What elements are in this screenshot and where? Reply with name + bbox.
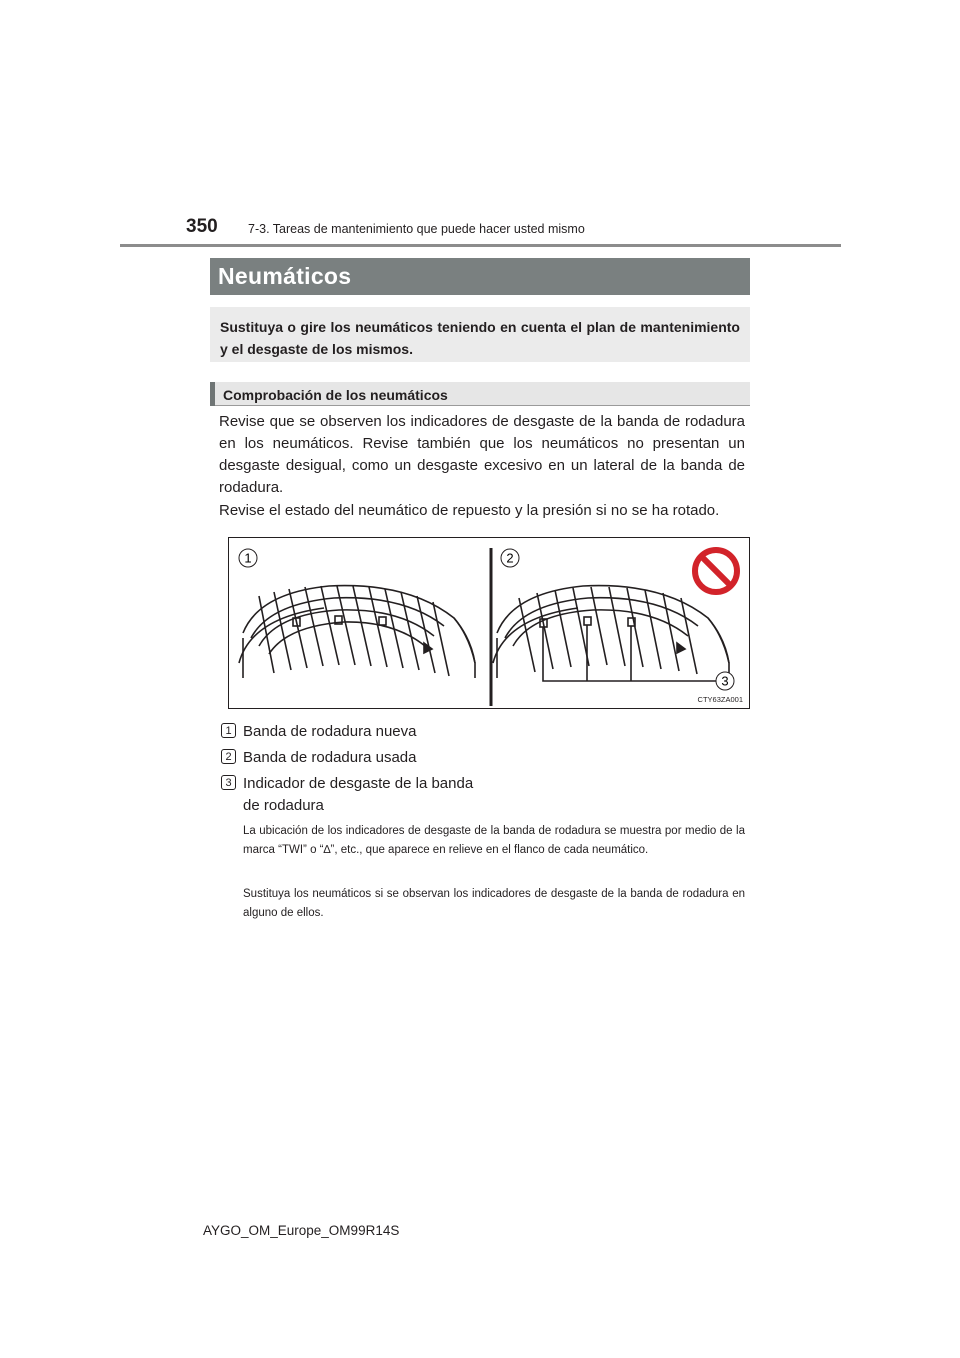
body-paragraph-2: Revise el estado del neumático de repuesto y la presión si no se ha rotado. [219,502,720,519]
callout-1-label: 1 [244,550,252,566]
figure-code: CTY63ZA001 [697,695,743,704]
callout-1 [239,549,257,567]
footer-doc-id: AYGO_OM_Europe_OM99R14S [203,1223,400,1238]
tire-tread-figure [228,537,750,709]
intro-box: Sustituya o gire los neumáticos teniendo en cuenta el plan de mantenimiento y el desgaste de los mismos. [210,307,750,362]
header-rule [120,244,841,247]
legend-text-2: Banda de rodadura usada [243,749,417,766]
new-tread-tire [239,586,475,678]
legend-text-1: Banda de rodadura nueva [243,723,417,740]
tire-tread-illustration [229,538,749,708]
body-paragraph-1: Revise que se observen los indicadores de desgaste de la banda de rodadura en los neumáticos. Revise también que los neumáticos no presentan un desgaste desigual, como un desgaste excesivo en un lateral de la banda de rodadura. [219,413,745,496]
prohibited-icon [695,550,737,592]
legend-number-1: 1 [221,723,236,738]
page-title: Neumáticos [210,258,750,295]
callout-3-label: 3 [721,673,729,689]
legend-text-3: Indicador de desgaste de la banda de rodadura [243,775,474,814]
section-heading: Comprobación de los neumáticos [210,382,750,406]
legend-number-2: 2 [221,749,236,764]
callout-2 [501,549,519,567]
used-tread-tire [493,586,729,681]
callout-3 [716,672,734,690]
page-number: 350 [186,216,218,237]
callout-2-label: 2 [506,550,514,566]
section-header: 7-3. Tareas de mantenimiento que puede hacer usted mismo [248,222,585,236]
note-1: La ubicación de los indicadores de desgaste de la banda de rodadura se muestra por medio de la marca “TWI” o “∆”, etc., que aparece en relieve en el flanco de cada neumático. [243,825,745,856]
note-2: Sustituya los neumáticos si se observan los indicadores de desgaste de la banda de rodadura en alguno de ellos. [243,888,745,919]
legend-number-3: 3 [221,775,236,790]
